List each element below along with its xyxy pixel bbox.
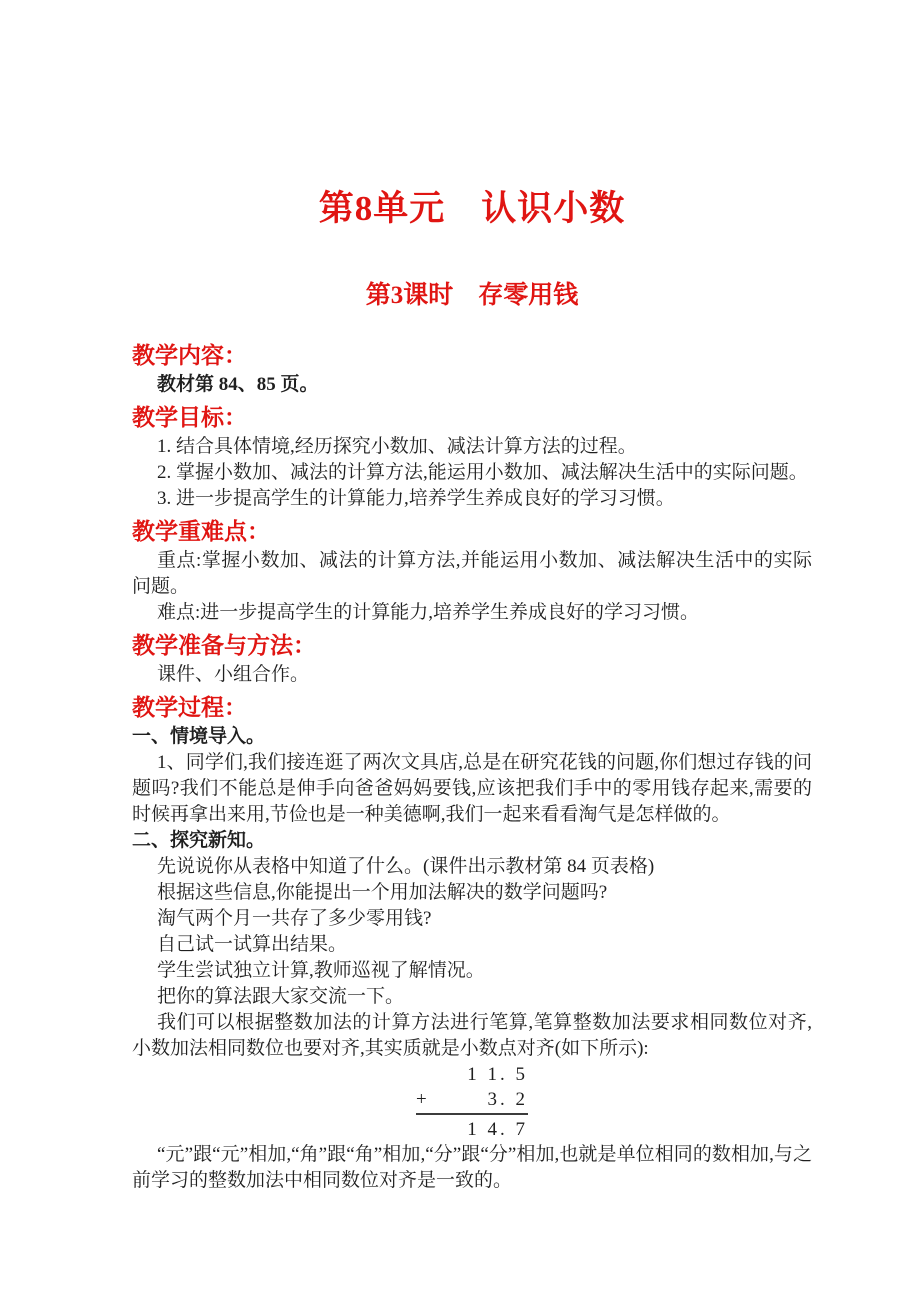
plus-sign: + [416, 1089, 427, 1110]
process-part2-line-2: 根据这些信息,你能提出一个用加法解决的数学问题吗? [157, 882, 608, 903]
addition-sum-row [416, 1115, 528, 1142]
vertical-addition [416, 1062, 528, 1142]
process-part1-paragraph: 1、同学们,我们接连逛了两次文具店,总是在研究花钱的问题,你们想过存钱的问题吗?我们不能总是伸手向爸爸妈妈要钱,应该把我们手中的零用钱存起来,需要的时候再拿出来用,节俭也是一种美德啊,我们一起来看看淘气是怎样做的。 [132, 752, 812, 825]
process-part2-conclusion: “元”跟“元”相加,“角”跟“角”相加,“分”跟“分”相加,也就是单位相同的数相加,与之前学习的整数加法中相同数位对齐是一致的。 [132, 1144, 812, 1191]
section-heading-teaching-goals: 教学目标： [132, 405, 247, 430]
lesson-title: 第3课时 存零用钱 [365, 282, 579, 309]
teaching-goal-item-3: 3. 进一步提高学生的计算能力,培养学生养成良好的学习习惯。 [157, 488, 675, 509]
process-part2-line-6: 把你的算法跟大家交流一下。 [157, 986, 405, 1007]
process-part2-heading: 二、探究新知。 [132, 830, 266, 851]
key-point-text: 重点:掌握小数加、减法的计算方法,并能运用小数加、减法解决生活中的实际问题。 [132, 550, 812, 597]
process-part2-line-3: 淘气两个月一共存了多少零用钱? [157, 908, 432, 929]
section-heading-teaching-content: 教学内容： [132, 343, 247, 368]
preparation-text: 课件、小组合作。 [157, 664, 310, 685]
process-part2-line-4: 自己试一试算出结果。 [157, 934, 348, 955]
section-heading-process: 教学过程： [132, 695, 247, 720]
process-part1-heading: 一、情境导入。 [132, 726, 266, 747]
process-part2-line-5: 学生尝试独立计算,教师巡视了解情况。 [157, 960, 485, 981]
process-part2-line-1: 先说说你从表格中知道了什么。(课件出示教材第 84 页表格) [157, 856, 655, 877]
addition-addend-top-row [416, 1062, 528, 1087]
addend-top-value: 1 1. 5 [467, 1064, 528, 1085]
section-heading-preparation: 教学准备与方法： [132, 633, 316, 658]
addend-bottom-value: 3. 2 [487, 1089, 528, 1110]
sum-value: 1 4. 7 [467, 1119, 528, 1140]
difficult-point-text: 难点:进一步提高学生的计算能力,培养学生养成良好的学习习惯。 [157, 602, 700, 623]
addition-operator-row [416, 1087, 528, 1115]
teaching-content-text: 教材第 84、85 页。 [157, 374, 319, 395]
teaching-goal-item-1: 1. 结合具体情境,经历探究小数加、减法计算方法的过程。 [157, 436, 637, 457]
section-heading-key-points: 教学重难点： [132, 519, 270, 544]
teaching-goal-item-2: 2. 掌握小数加、减法的计算方法,能运用小数加、减法解决生活中的实际问题。 [157, 462, 808, 483]
process-part2-line-7: 我们可以根据整数加法的计算方法进行笔算,笔算整数加法要求相同数位对齐,小数加法相同数位也要对齐,其实质就是小数点对齐(如下所示): [132, 1012, 812, 1059]
unit-title: 第8单元 认识小数 [318, 189, 626, 228]
